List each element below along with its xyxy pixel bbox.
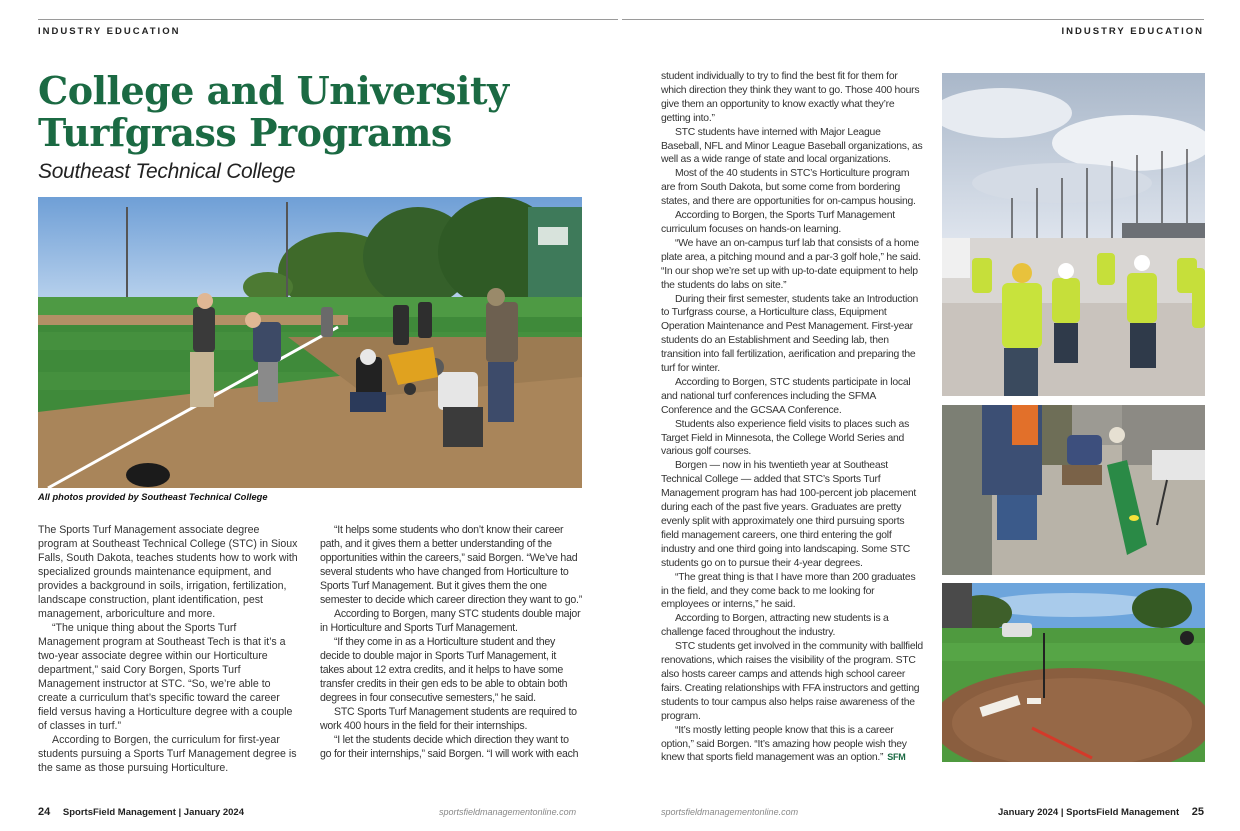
main-photo-graphic: [38, 197, 582, 488]
paragraph: Students also experience field visits to places such as Target Field in Minnesota, the College World Series and various golf courses.: [661, 418, 910, 458]
paragraph: STC students get involved in the community with ballfield renovations, which raises the visibility of the program. STC also hosts career camps and attends high school career fairs. Creating relationships with FFA instructors and getting students to tour campus also helps raise awareness of the program.: [661, 641, 923, 722]
paragraph: “It helps some students who don’t know their career path, and it gives them a better understanding of the opportunities within the careers,” said Borgen. “We’ve had several students who have changed from Horticulture to Sports Turf Management. But it gives them the one semester to decide which career direction they want to go.”: [320, 524, 583, 606]
paragraph: During their first semester, students take an Introduction to Turfgrass course, a Horticulture class, Equipment Operation Maintenance and Pest Management. First-year students do an Establishment and Seeding lab, then transition into fall fertilization, aerification and preparing the turf for winter.: [661, 293, 919, 375]
footer-right: [998, 806, 1204, 818]
page-number-left: 24: [38, 806, 51, 818]
photo-snowy-field-graphic: [942, 73, 1205, 396]
paragraph: “The unique thing about the Sports Turf Management program at Southeast Tech is that it’s a two-year associate degree within our Horticulture department,” said Cory Borgen, Sports Turf Management instructor at STC. “So, we’re able to create a curriculum that’s specific toward the career field versus having a Horticulture degree with a couple of classes in turf.”: [38, 622, 293, 732]
photo-putting-green-lab: [942, 405, 1205, 575]
paragraph: The Sports Turf Management associate degree program at Southeast Technical College (STC) in Sioux Falls, South Dakota, teaches students how to work with specialized grounds maintenance equipment, and provides a background in soils, irrigation, fertilization, landscape construction, plant identification, pest management, arboriculture and more.: [38, 524, 298, 620]
paragraph: “We have an on-campus turf lab that consists of a home plate area, a pitching mound and a par-3 golf hole,” he said. “In our shop we’re set up with up-to-date equipment to help the students do labs on site.”: [661, 237, 921, 291]
paragraph: According to Borgen, many STC students double major in Horticulture and Sports Turf Management.: [320, 608, 581, 634]
main-photo-field-work: [38, 197, 582, 488]
section-label-left: INDUSTRY EDUCATION: [38, 26, 181, 37]
paragraph: “The great thing is that I have more than 200 graduates in the field, and they come back to me looking for employees or interns,” he said.: [661, 571, 916, 611]
photo-pitching-mound-graphic: [942, 583, 1205, 762]
page-number-right: 25: [1191, 806, 1204, 818]
article-title-line-1: College and University: [38, 68, 509, 113]
body-column-3: [661, 70, 923, 765]
final-paragraph-text: “It’s mostly letting people know that this is a career option,” said Borgen. “It’s amazing how people wish they knew that sports field management was an option.”: [661, 724, 907, 764]
article-subtitle: Southeast Technical College: [38, 160, 296, 183]
footer-publication-left: SportsField Management | January 2024: [62, 807, 244, 818]
paragraph: “I let the students decide which direction they want to go for their internships,” said Borgen. “I will work with each: [320, 734, 579, 760]
paragraph: According to Borgen, attracting new students is a challenge faced throughout the industry.: [661, 613, 889, 639]
body-column-2: [320, 523, 582, 761]
header-rule-left: [38, 19, 618, 20]
body-column-1: [38, 523, 300, 775]
paragraph: “If they come in as a Horticulture student and they decide to double major in Sports Turf Management, it takes about 12 extra credits, and it helps to have some transfer credits in their gen eds to be able to obtain both degrees in four consecutive semesters,” he said.: [320, 636, 568, 704]
header-rule-right: [622, 19, 1204, 20]
article-title-line-2: Turfgrass Programs: [38, 110, 452, 155]
paragraph: STC Sports Turf Management students are required to work 400 hours in the field for their internships.: [320, 706, 577, 732]
paragraph: According to Borgen, the Sports Turf Management curriculum focuses on hands-on learning.: [661, 210, 895, 235]
article-title: [38, 70, 558, 154]
photo-snowy-field-group: [942, 73, 1205, 396]
footer-left: [38, 806, 244, 818]
photo-putting-green-graphic: [942, 405, 1205, 575]
photo-pitching-mound: [942, 583, 1205, 762]
footer-url-left[interactable]: sportsfieldmanagementonline.com: [439, 807, 577, 817]
paragraph: student individually to try to find the best fit for them for which direction they think they want to go. Those 400 hours give them an opportunity to know exactly what they’re getting into.”: [661, 71, 920, 124]
paragraph: According to Borgen, the curriculum for first-year students pursuing a Sports Turf Management degree is the same as those pursuing Horticulture.: [38, 734, 297, 774]
paragraph-final: [661, 724, 923, 766]
footer-url-right[interactable]: sportsfieldmanagementonline.com: [661, 807, 799, 817]
section-label-right: INDUSTRY EDUCATION: [1061, 26, 1204, 37]
paragraph: According to Borgen, STC students participate in local and national turf conferences including the SFMA Conference and the GCSAA Conference.: [661, 376, 911, 416]
footer-publication-right: January 2024 | SportsField Management: [998, 807, 1180, 818]
paragraph: Most of the 40 students in STC’s Horticulture program are from South Dakota, but some come from bordering states, and there are opportunities for on-campus housing.: [661, 168, 916, 208]
paragraph: Borgen — now in his twentieth year at Southeast Technical College — added that STC’s Sports Turf Management program has had 100-percent job placement during each of the past five years. Graduates are pretty evenly split with approximately one third pursuing sports field management careers, one third entering the golf industry and one third going into landscaping. Some STC students go on to pursue their 4-year degrees.: [661, 460, 917, 569]
paragraph: STC students have interned with Major League Baseball, NFL and Minor League Baseball organizations, as well as a wide range of state and local organizations.: [661, 126, 923, 166]
photo-caption: All photos provided by Southeast Technical College: [38, 492, 268, 502]
sfm-end-mark: SFM: [887, 752, 906, 763]
